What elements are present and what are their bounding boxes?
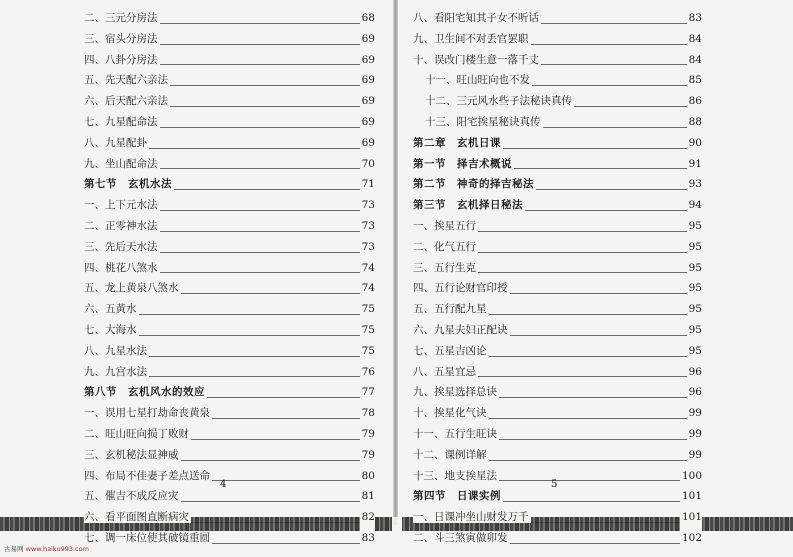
toc-entry-title: 五、龙上黄泉八煞水 [84, 282, 179, 295]
toc-entry-page: 88 [687, 112, 702, 133]
toc-entry-page: 69 [360, 70, 375, 91]
watermark-site: www.haiku993.com [25, 545, 89, 553]
toc-entry-title: 二、化气五行 [413, 240, 476, 253]
toc-entry-page: 90 [687, 133, 702, 154]
toc-entry-page: 69 [360, 133, 375, 154]
toc-entry-page: 74 [360, 258, 375, 279]
toc-entry [84, 299, 375, 320]
toc-entry-page: 75 [360, 341, 375, 362]
toc-entry-page: 94 [687, 195, 702, 216]
toc-entry-page: 77 [360, 382, 375, 403]
toc-entry [84, 216, 375, 237]
toc-entry-page: 78 [360, 403, 375, 424]
toc-entry [84, 424, 375, 445]
toc-section-entry [413, 154, 702, 175]
toc-entry [84, 91, 375, 112]
toc-entry-page: 75 [360, 320, 375, 341]
toc-entry [413, 91, 702, 112]
toc-entry [84, 362, 375, 383]
toc-entry-page: 73 [360, 216, 375, 237]
toc-entry-title: 第二章 玄机日课 [413, 136, 501, 149]
toc-entry [413, 258, 702, 279]
toc-entry-page: 73 [360, 237, 375, 258]
toc-entry-title: 九、坐山配命法 [84, 157, 158, 170]
toc-entry-title: 七、九星配命法 [84, 115, 158, 128]
toc-entry-title: 十、误改门楼生意一落千丈 [413, 53, 539, 66]
toc-entry-page: 101 [680, 486, 702, 507]
toc-entry-title: 十、挨星化气诀 [413, 407, 487, 420]
toc-entry-title: 四、桃花八煞水 [84, 261, 158, 274]
toc-entry-page: 83 [360, 528, 375, 549]
toc-entry-title: 八、看阳宅知其子女不听话 [413, 12, 539, 24]
right-toc-list [413, 8, 702, 549]
toc-entry-page: 100 [680, 466, 702, 487]
toc-entry [84, 237, 375, 258]
toc-entry-page: 95 [687, 258, 702, 279]
toc-section-entry [413, 133, 702, 154]
toc-entry-title: 六、看平面图直断病灾 [84, 511, 189, 524]
toc-entry [84, 445, 375, 466]
toc-entry-title: 一、挨星五行 [413, 219, 476, 232]
toc-entry [413, 216, 702, 237]
toc-entry-page: 95 [687, 320, 702, 341]
toc-entry-title: 十三、阳宅挨星秘诀真传 [413, 116, 543, 128]
toc-section-entry [413, 174, 702, 195]
toc-entry-title: 四、布局不佳妻子差点送命 [84, 469, 210, 482]
toc-entry-title: 五、五行配九星 [413, 303, 487, 316]
toc-entry-page: 99 [687, 424, 702, 445]
toc-entry-title: 第八节 玄机风水的效应 [84, 386, 205, 399]
toc-entry-page: 73 [360, 195, 375, 216]
toc-entry-title: 三、五行生克 [413, 261, 476, 274]
toc-entry-page: 84 [687, 29, 702, 50]
toc-entry-page: 86 [687, 91, 702, 112]
toc-entry-page: 68 [360, 8, 375, 29]
toc-section-entry [84, 382, 375, 403]
watermark [4, 544, 89, 553]
toc-entry [413, 237, 702, 258]
toc-entry-title: 七、调一床位使其破镜重圆 [84, 531, 210, 544]
toc-entry-title: 十二、课例详解 [413, 448, 487, 461]
toc-section-entry [413, 486, 702, 507]
toc-entry-page: 83 [687, 8, 702, 29]
toc-entry-page: 101 [680, 507, 702, 528]
toc-entry [84, 70, 375, 91]
toc-entry-title: 九、九宫水法 [84, 365, 147, 378]
toc-entry-title: 六、九星夫妇正配诀 [413, 323, 508, 336]
toc-entry [84, 50, 375, 71]
toc-entry-page: 91 [687, 154, 702, 175]
toc-entry [84, 341, 375, 362]
toc-entry-title: 六、后天配六亲法 [84, 95, 168, 108]
toc-entry-page: 79 [360, 445, 375, 466]
toc-entry-page: 71 [360, 174, 375, 195]
toc-entry-page: 69 [360, 91, 375, 112]
toc-entry-page: 99 [687, 403, 702, 424]
toc-entry [413, 528, 702, 549]
toc-entry-title: 二、三元分房法 [84, 12, 158, 24]
toc-entry [84, 112, 375, 133]
toc-entry [84, 486, 375, 507]
toc-entry-title: 第二节 神奇的择吉秘法 [413, 178, 534, 191]
toc-entry [84, 133, 375, 154]
toc-entry-title: 二、正零神水法 [84, 219, 158, 232]
toc-entry-title: 三、玄机秘法显神威 [84, 448, 179, 461]
toc-entry-page: 69 [360, 112, 375, 133]
right-page [396, 0, 793, 544]
toc-entry-title: 第七节 玄机水法 [84, 178, 172, 191]
toc-entry-page: 79 [360, 424, 375, 445]
toc-entry [84, 195, 375, 216]
toc-entry-title: 三、宿头分房法 [84, 32, 158, 45]
toc-entry [84, 154, 375, 175]
toc-entry [413, 403, 702, 424]
toc-entry [413, 29, 702, 50]
left-page [0, 0, 396, 544]
toc-entry-page: 81 [360, 486, 375, 507]
toc-entry [84, 528, 375, 549]
toc-entry [84, 320, 375, 341]
toc-entry-title: 十一、五行生旺诀 [413, 427, 497, 440]
toc-entry-page: 75 [360, 299, 375, 320]
toc-entry-page: 96 [687, 382, 702, 403]
toc-entry-title: 八、九星水法 [84, 344, 147, 357]
toc-entry [413, 424, 702, 445]
toc-entry [413, 112, 702, 133]
toc-entry-page: 69 [360, 50, 375, 71]
toc-entry-title: 五、催吉不成反应灾 [84, 490, 179, 503]
left-toc-list [84, 8, 375, 549]
toc-section-entry [84, 174, 375, 195]
toc-entry-title: 二、旺山旺向损丁败财 [84, 427, 189, 440]
toc-entry-page: 95 [687, 341, 702, 362]
toc-entry-page: 95 [687, 299, 702, 320]
toc-entry-page: 95 [687, 278, 702, 299]
toc-entry [84, 29, 375, 50]
toc-entry [413, 382, 702, 403]
toc-entry-title: 一、上下元水法 [84, 199, 158, 212]
toc-entry-title: 七、大海水 [84, 323, 137, 336]
toc-entry [84, 258, 375, 279]
toc-entry-title: 七、五星吉凶论 [413, 344, 487, 357]
toc-entry-page: 85 [687, 70, 702, 91]
toc-entry-page: 80 [360, 466, 375, 487]
toc-entry [413, 341, 702, 362]
toc-entry [413, 299, 702, 320]
toc-entry-page: 95 [687, 237, 702, 258]
toc-entry-title: 八、五星宜忌 [413, 365, 476, 378]
toc-entry-page: 99 [687, 445, 702, 466]
toc-entry [413, 278, 702, 299]
toc-entry-title: 四、五行论财官印授 [413, 282, 508, 295]
toc-entry-title: 十二、三元风水些子法秘诀真传 [413, 95, 574, 107]
toc-entry-title: 二、斗三煞寅做卯发 [413, 531, 508, 544]
toc-entry-page: 96 [687, 362, 702, 383]
toc-entry-title: 三、先后天水法 [84, 240, 158, 253]
right-page-number: 5 [551, 479, 558, 490]
toc-entry-page: 74 [360, 278, 375, 299]
toc-entry [413, 8, 702, 29]
toc-entry-page: 82 [360, 507, 375, 528]
toc-entry-page: 70 [360, 154, 375, 175]
toc-entry-page: 69 [360, 29, 375, 50]
toc-entry-page: 102 [680, 528, 702, 549]
toc-entry-page: 95 [687, 216, 702, 237]
toc-entry [413, 70, 702, 91]
toc-entry-title: 四、八卦分房法 [84, 53, 158, 66]
toc-entry-title: 第三节 玄机择日秘法 [413, 199, 523, 212]
toc-entry-title: 九、挨星选择总诀 [413, 386, 497, 399]
toc-entry-page: 76 [360, 362, 375, 383]
toc-entry [413, 445, 702, 466]
toc-entry [84, 403, 375, 424]
watermark-prefix: 古易网 [4, 545, 24, 553]
toc-entry-title: 第一节 择吉术概说 [413, 157, 512, 170]
toc-entry [413, 466, 702, 487]
toc-entry [413, 320, 702, 341]
toc-entry-page: 93 [687, 174, 702, 195]
toc-entry [84, 8, 375, 29]
toc-entry-title: 一、日课冲坐山财发万千 [413, 511, 529, 524]
toc-entry [413, 362, 702, 383]
toc-entry-title: 五、先天配六亲法 [84, 74, 168, 87]
toc-entry-title: 六、五黄水 [84, 303, 137, 316]
left-page-number: 4 [220, 479, 227, 490]
toc-entry-title: 十一、旺山旺向也不发 [413, 74, 532, 86]
toc-entry-title: 九、卫生间不对丢官罢职 [413, 32, 529, 45]
toc-entry-title: 一、误用七星打劫命丧黄泉 [84, 407, 210, 420]
toc-entry-title: 十三、地支挨星法 [413, 469, 497, 482]
toc-section-entry [413, 195, 702, 216]
toc-entry [84, 278, 375, 299]
toc-entry [413, 50, 702, 71]
toc-entry-title: 第四节 日课实例 [413, 490, 501, 503]
toc-entry-page: 84 [687, 50, 702, 71]
toc-entry-title: 八、九星配卦 [84, 136, 147, 149]
toc-entry [84, 466, 375, 487]
